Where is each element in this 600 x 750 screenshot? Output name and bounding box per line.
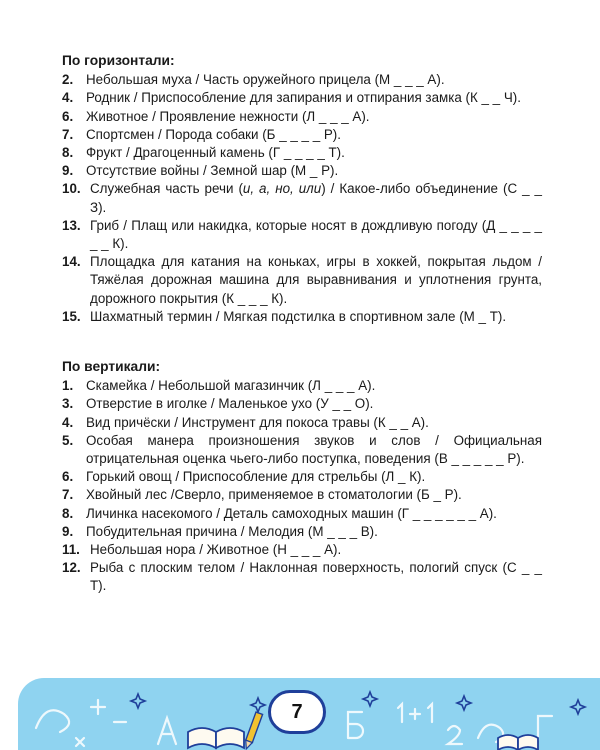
clue-text: Спортсмен / Порода собаки (Б _ _ _ _ Р). — [86, 126, 341, 142]
clue-number: 4. — [62, 90, 74, 106]
swirl-doodle — [36, 710, 69, 732]
clue-number: 6. — [62, 108, 74, 124]
clue-number: 14. — [62, 254, 81, 270]
book-doodle-right — [498, 735, 538, 750]
clue-number: 4. — [62, 414, 74, 430]
page-number: 7 — [268, 690, 326, 734]
clue-number: 9. — [62, 523, 74, 539]
clue-text-part: Служебная часть речи ( — [90, 181, 243, 197]
clue-v-6 — [62, 468, 542, 486]
clue-number: 12. — [62, 560, 81, 576]
star-icon — [131, 694, 145, 708]
clue-number: 10. — [62, 181, 81, 197]
clue-number: 7. — [62, 126, 74, 142]
clue-text: Площадка для катания на коньках, игры в хоккей, покрытая льдом / Тяжёлая дорожная машина для выравнивания и уплотнения грунта, дорожного покрытия (К _ _ _ К). — [90, 254, 542, 306]
page-footer — [0, 678, 600, 750]
clue-number: 13. — [62, 217, 81, 233]
clue-text: Гриб / Плащ или накидка, которые носят в дождливую погоду (Д _ _ _ _ _ _ К). — [90, 217, 542, 252]
star-doodles — [131, 692, 585, 714]
vertical-title: По вертикали: — [62, 359, 161, 375]
clue-number: 5. — [62, 432, 74, 448]
clue-v-12 — [62, 559, 542, 595]
star-icon — [363, 692, 377, 706]
clue-number: 1. — [62, 378, 74, 394]
clue-text: Скамейка / Небольшой магазинчик (Л _ _ _ А). — [86, 378, 376, 394]
clue-number: 11. — [62, 542, 80, 558]
crossword-clues — [62, 52, 542, 596]
clue-text: Животное / Проявление нежности (Л _ _ _ А). — [86, 108, 370, 124]
clue-text: Родник / Приспособление для запирания и отпирания замка (К _ _ Ч). — [86, 90, 521, 106]
clue-text: Хвойный лес /Сверло, применяемое в стоматологии (Б _ Р). — [86, 487, 462, 503]
letter-g-doodle — [538, 716, 552, 740]
clue-h-2 — [62, 71, 542, 89]
clue-v-4 — [62, 414, 542, 432]
clue-text: Небольшая муха / Часть оружейного прицела (М _ _ _ А). — [86, 72, 445, 88]
clue-text: Отсутствие войны / Земной шар (М _ Р). — [86, 163, 339, 179]
horizontal-title: По горизонтали: — [62, 53, 175, 68]
book-doodle — [188, 728, 244, 748]
clue-h-10 — [62, 180, 542, 216]
one-plus-one-doodle — [398, 704, 432, 722]
letter-b-doodle — [348, 712, 363, 738]
star-icon — [571, 700, 585, 714]
clue-text: Небольшая нора / Животное (Н _ _ _ А). — [90, 542, 342, 558]
pencil-doodle — [243, 712, 263, 750]
clue-v-8 — [62, 505, 542, 523]
clue-v-5 — [62, 432, 542, 468]
clue-text: Рыба с плоским телом / Наклонная поверхность, пологий спуск (С _ _ Т). — [90, 560, 542, 594]
clue-h-7 — [62, 126, 542, 144]
clue-number: 7. — [62, 487, 74, 503]
clue-number: 3. — [62, 396, 74, 412]
clue-v-7 — [62, 486, 542, 504]
clue-text: Вид причёски / Инструмент для покоса травы (К _ _ А). — [86, 414, 429, 430]
plus-doodle — [91, 700, 105, 714]
number-two-doodle — [448, 726, 462, 744]
clue-text-italic: и, а, но, или — [242, 181, 322, 197]
clue-v-11 — [62, 541, 542, 559]
clue-h-15 — [62, 308, 542, 326]
clue-v-3 — [62, 395, 542, 413]
clue-text: Шахматный термин / Мягкая подстилка в спортивном зале (М _ Т). — [90, 308, 507, 324]
clue-number: 8. — [62, 145, 74, 161]
clue-text: Горький овощ / Приспособление для стрельбы (Л _ К). — [86, 469, 426, 485]
clue-text: Фрукт / Драгоценный камень (Г _ _ _ _ Т). — [86, 145, 345, 161]
clue-number: 8. — [62, 505, 74, 521]
star-icon — [251, 698, 265, 712]
clue-text: Побудительная причина / Мелодия (М _ _ _ В). — [86, 523, 378, 539]
clue-number: 9. — [62, 163, 74, 179]
clue-h-9 — [62, 162, 542, 180]
clue-text: Личинка насекомого / Деталь самоходных машин (Г _ _ _ _ _ _ А). — [86, 505, 497, 521]
clue-h-8 — [62, 144, 542, 162]
clue-v-9 — [62, 523, 542, 541]
clue-h-14 — [62, 253, 542, 308]
clue-text — [90, 180, 542, 216]
clue-v-1 — [62, 377, 542, 395]
multiply-doodle — [76, 738, 84, 746]
clue-text-part: ) / Какое-либо объединение (С _ _ З). — [90, 181, 542, 215]
star-icon — [457, 696, 471, 710]
clue-text: Отверстие в иголке / Маленькое ухо (У _ _ О). — [86, 396, 374, 412]
clue-text: Особая манера произношения звуков и слов / Официальная отрицательная оценка чьего-либо поступка, поведения (В _ _ _ _ _ Р). — [86, 432, 542, 467]
clue-h-6 — [62, 108, 542, 126]
clue-h-13 — [62, 217, 542, 253]
clue-number: 15. — [62, 308, 81, 324]
clue-number: 6. — [62, 469, 74, 485]
section-spacer — [62, 326, 542, 358]
clue-number: 2. — [62, 72, 74, 88]
letter-a-doodle — [158, 718, 176, 744]
clue-h-4 — [62, 89, 542, 107]
